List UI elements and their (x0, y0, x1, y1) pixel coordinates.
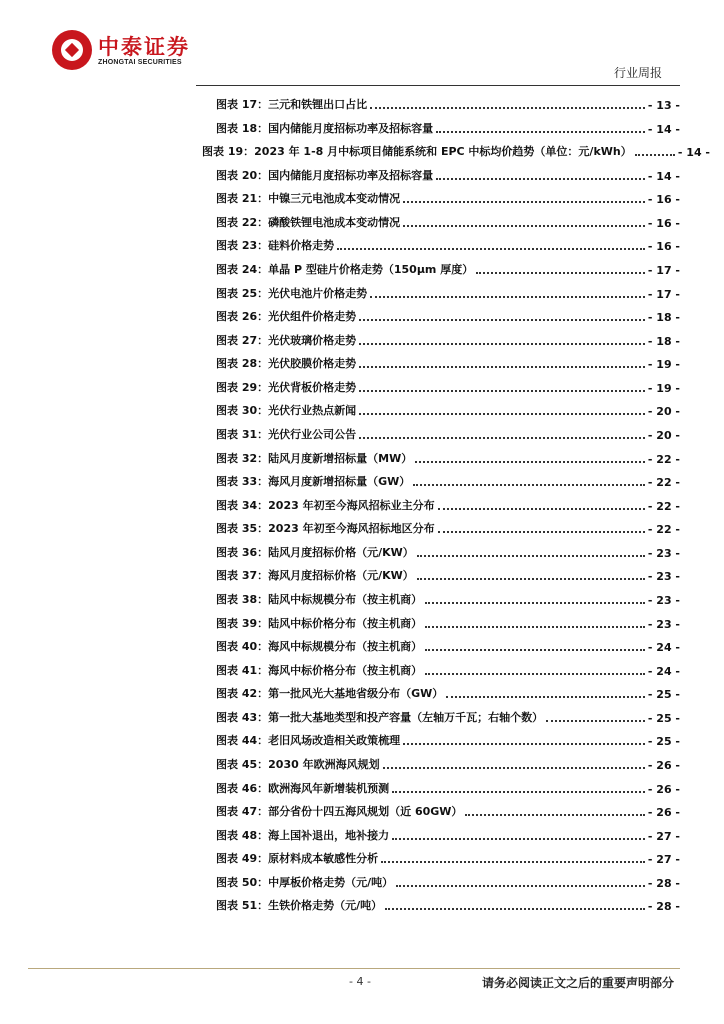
toc-entry-label: 图表 31：光伏行业公司公告 (216, 427, 357, 441)
toc-entry-page: - 13 - (647, 99, 680, 112)
toc-entry-page: - 25 - (647, 688, 680, 702)
toc-dot-leader (417, 555, 645, 557)
toc-entry[interactable] (216, 681, 680, 701)
toc-entry-page: - 23 - (647, 546, 680, 560)
toc-entry-page: - 16 - (647, 240, 680, 254)
toc-entry-page: - 14 - (647, 169, 680, 183)
toc-entry[interactable] (216, 870, 680, 890)
toc-entry-label: 图表 35：2023 年初至今海风招标地区分布 (216, 522, 435, 536)
toc-entry[interactable] (216, 422, 680, 442)
toc-entry-label: 图表 33：海风月度新增招标量（GW） (216, 475, 411, 489)
toc-entry[interactable] (216, 257, 680, 277)
toc-entry-page: - 18 - (647, 311, 680, 325)
toc-entry[interactable] (216, 728, 680, 748)
toc-entry-label: 图表 29：光伏背板价格走势 (216, 380, 357, 394)
toc-entry[interactable] (216, 469, 680, 489)
toc-entry-page: - 20 - (647, 428, 680, 442)
toc-entry[interactable] (216, 587, 680, 607)
toc-dot-leader (370, 107, 645, 109)
toc-entry-page: - 16 - (647, 216, 680, 230)
toc-dot-leader (476, 272, 645, 274)
toc-entry-label: 图表 21：中镍三元电池成本变动情况 (216, 192, 401, 206)
toc-entry-label: 图表 24：单晶 P 型硅片价格走势（150μm 厚度） (216, 262, 474, 276)
toc-entry[interactable] (216, 210, 680, 230)
toc-entry-page: - 14 - (647, 122, 680, 136)
toc-entry-label: 图表 45：2030 年欧洲海风规划 (216, 757, 380, 771)
toc-entry-page: - 26 - (647, 806, 680, 820)
toc-entry-page: - 19 - (647, 381, 680, 395)
toc-entry-page: - 23 - (647, 617, 680, 631)
toc-entry[interactable] (216, 893, 680, 913)
toc-dot-leader (403, 201, 645, 203)
toc-dot-leader (403, 225, 645, 227)
toc-entry-label: 图表 30：光伏行业热点新闻 (216, 404, 357, 418)
toc-dot-leader (425, 673, 645, 675)
toc-entry-page: - 22 - (647, 523, 680, 537)
toc-entry-label: 图表 27：光伏玻璃价格走势 (216, 333, 357, 347)
toc-dot-leader (436, 178, 645, 180)
toc-entry-page: - 26 - (647, 782, 680, 796)
company-name-en: ZHONGTAI SECURITIES (98, 59, 182, 66)
toc-entry-page: - 18 - (647, 334, 680, 348)
toc-entry[interactable] (216, 281, 680, 301)
toc-entry[interactable] (216, 752, 680, 772)
toc-entry[interactable] (216, 92, 680, 112)
toc-entry-label: 图表 43：第一批大基地类型和投产容量（左轴万千瓦；右轴个数） (216, 710, 544, 724)
toc-entry-label: 图表 49：原材料成本敏感性分析 (216, 852, 379, 866)
footer-divider (28, 968, 680, 969)
toc-entry[interactable] (216, 163, 680, 183)
toc-entry-page: - 27 - (647, 829, 680, 843)
toc-entry[interactable] (216, 611, 680, 631)
toc-entry-page: - 17 - (647, 263, 680, 277)
toc-entry[interactable] (216, 116, 680, 136)
toc-dot-leader (425, 649, 645, 651)
toc-dot-leader (383, 767, 645, 769)
toc-entry[interactable] (216, 493, 680, 513)
toc-entry-label: 图表 37：海风月度招标价格（元/KW） (216, 569, 414, 583)
toc-entry[interactable] (216, 351, 680, 371)
toc-entry-label: 图表 48：海上国补退出，地补接力 (216, 828, 390, 842)
toc-entry-page: - 22 - (647, 476, 680, 490)
page-header (0, 0, 724, 90)
toc-entry[interactable] (216, 186, 680, 206)
toc-entry[interactable] (216, 658, 680, 678)
toc-dot-leader (359, 413, 645, 415)
toc-entry[interactable] (216, 328, 680, 348)
toc-entry-page: - 23 - (647, 570, 680, 584)
toc-dot-leader (446, 696, 645, 698)
toc-entry-page: - 28 - (647, 876, 680, 890)
toc-dot-leader (396, 885, 645, 887)
toc-entry[interactable] (216, 776, 680, 796)
toc-dot-leader (465, 814, 644, 816)
toc-entry-label: 图表 41：海风中标价格分布（按主机商） (216, 663, 423, 677)
toc-entry-label: 图表 40：海风中标规模分布（按主机商） (216, 640, 423, 654)
toc-dot-leader (359, 437, 645, 439)
toc-entry-label: 图表 18：国内储能月度招标功率及招标容量 (216, 121, 434, 135)
toc-dot-leader (438, 508, 645, 510)
toc-dot-leader (359, 319, 645, 321)
toc-entry[interactable] (216, 823, 680, 843)
toc-entry-page: - 22 - (647, 452, 680, 466)
toc-entry-page: - 14 - (677, 146, 710, 160)
toc-entry-page: - 25 - (647, 735, 680, 749)
toc-dot-leader (413, 484, 645, 486)
company-name-cn: 中泰证券 (98, 35, 190, 59)
toc-entry-label: 图表 51：生铁价格走势（元/吨） (216, 899, 383, 913)
toc-entry-label: 图表 47：部分省份十四五海风规划（近 60GW） (216, 805, 463, 819)
toc-dot-leader (381, 861, 645, 863)
toc-dot-leader (425, 602, 645, 604)
toc-dot-leader (436, 131, 645, 133)
toc-dot-leader (403, 743, 645, 745)
toc-entry-label: 图表 20：国内储能月度招标功率及招标容量 (216, 168, 434, 182)
toc-entry-page: - 23 - (647, 593, 680, 607)
toc-entry-page: - 26 - (647, 758, 680, 772)
toc-entry[interactable] (216, 446, 680, 466)
toc-dot-leader (370, 296, 645, 298)
toc-entry-label: 图表 19：2023 年 1-8 月中标项目储能系统和 EPC 中标均价趋势（单位：元/kWh） (202, 145, 632, 159)
toc-dot-leader (359, 366, 645, 368)
toc-entry-page: - 19 - (647, 358, 680, 372)
toc-entry-label: 图表 25：光伏电池片价格走势 (216, 286, 368, 300)
toc-entry[interactable] (216, 846, 680, 866)
toc-entry[interactable] (216, 540, 680, 560)
toc-entry[interactable] (216, 233, 680, 253)
toc-dot-leader (392, 791, 645, 793)
toc-dot-leader (438, 531, 645, 533)
toc-entry-page: - 22 - (647, 499, 680, 513)
toc-dot-leader (337, 248, 645, 250)
toc-entry-page: - 17 - (647, 287, 680, 301)
toc-entry[interactable] (216, 516, 680, 536)
toc-entry-label: 图表 38：陆风中标规模分布（按主机商） (216, 592, 423, 606)
toc-entry[interactable] (216, 634, 680, 654)
toc-entry-label: 图表 17：三元和铁锂出口占比 (216, 98, 368, 111)
toc-entry-label: 图表 39：陆风中标价格分布（按主机商） (216, 616, 423, 630)
toc-entry-label: 图表 44：老旧风场改造相关政策梳理 (216, 734, 401, 748)
page-number: - 4 - (349, 975, 371, 988)
toc-entry-label: 图表 23：硅料价格走势 (216, 239, 335, 253)
toc-entry-page: - 24 - (647, 641, 680, 655)
toc-entry-page: - 27 - (647, 853, 680, 867)
toc-entry-label: 图表 34：2023 年初至今海风招标业主分布 (216, 498, 435, 512)
toc-dot-leader (392, 838, 645, 840)
toc-entry-label: 图表 46：欧洲海风年新增装机预测 (216, 781, 390, 795)
toc-entry-page: - 24 - (647, 664, 680, 678)
toc-entry-label: 图表 32：陆风月度新增招标量（MW） (216, 451, 413, 465)
toc-entry[interactable] (216, 705, 680, 725)
toc-entry-page: - 20 - (647, 405, 680, 419)
toc-entry-page: - 28 - (647, 900, 680, 914)
toc-dot-leader (359, 390, 645, 392)
toc-entry[interactable] (216, 375, 680, 395)
toc-entry-label: 图表 22：磷酸铁锂电池成本变动情况 (216, 215, 401, 229)
toc-entry[interactable] (216, 398, 680, 418)
toc-dot-leader (415, 461, 645, 463)
toc-entry-label: 图表 36：陆风月度招标价格（元/KW） (216, 545, 414, 559)
disclaimer-text: 请务必阅读正文之后的重要声明部分 (481, 976, 674, 990)
toc-dot-leader (359, 343, 645, 345)
toc-entry-page: - 25 - (647, 711, 680, 725)
toc-dot-leader (417, 578, 645, 580)
toc-dot-leader (546, 720, 645, 722)
toc-dot-leader (635, 154, 675, 156)
toc-entry-label: 图表 42：第一批风光大基地省级分布（GW） (216, 687, 444, 701)
toc-entry-label: 图表 50：中厚板价格走势（元/吨） (216, 875, 394, 889)
toc-entry[interactable] (202, 139, 710, 159)
toc-entry[interactable] (216, 799, 680, 819)
toc-dot-leader (425, 626, 645, 628)
report-type: 行业周报 (613, 66, 662, 80)
toc-entry-label: 图表 26：光伏组件价格走势 (216, 310, 357, 324)
toc-entry-label: 图表 28：光伏胶膜价格走势 (216, 357, 357, 371)
zhongtai-logo-icon (52, 30, 92, 70)
toc-entry-page: - 16 - (647, 193, 680, 207)
header-divider (196, 85, 680, 86)
toc-dot-leader (385, 908, 645, 910)
toc-entry[interactable] (216, 563, 680, 583)
toc-entry[interactable] (216, 304, 680, 324)
company-logo (52, 30, 227, 72)
